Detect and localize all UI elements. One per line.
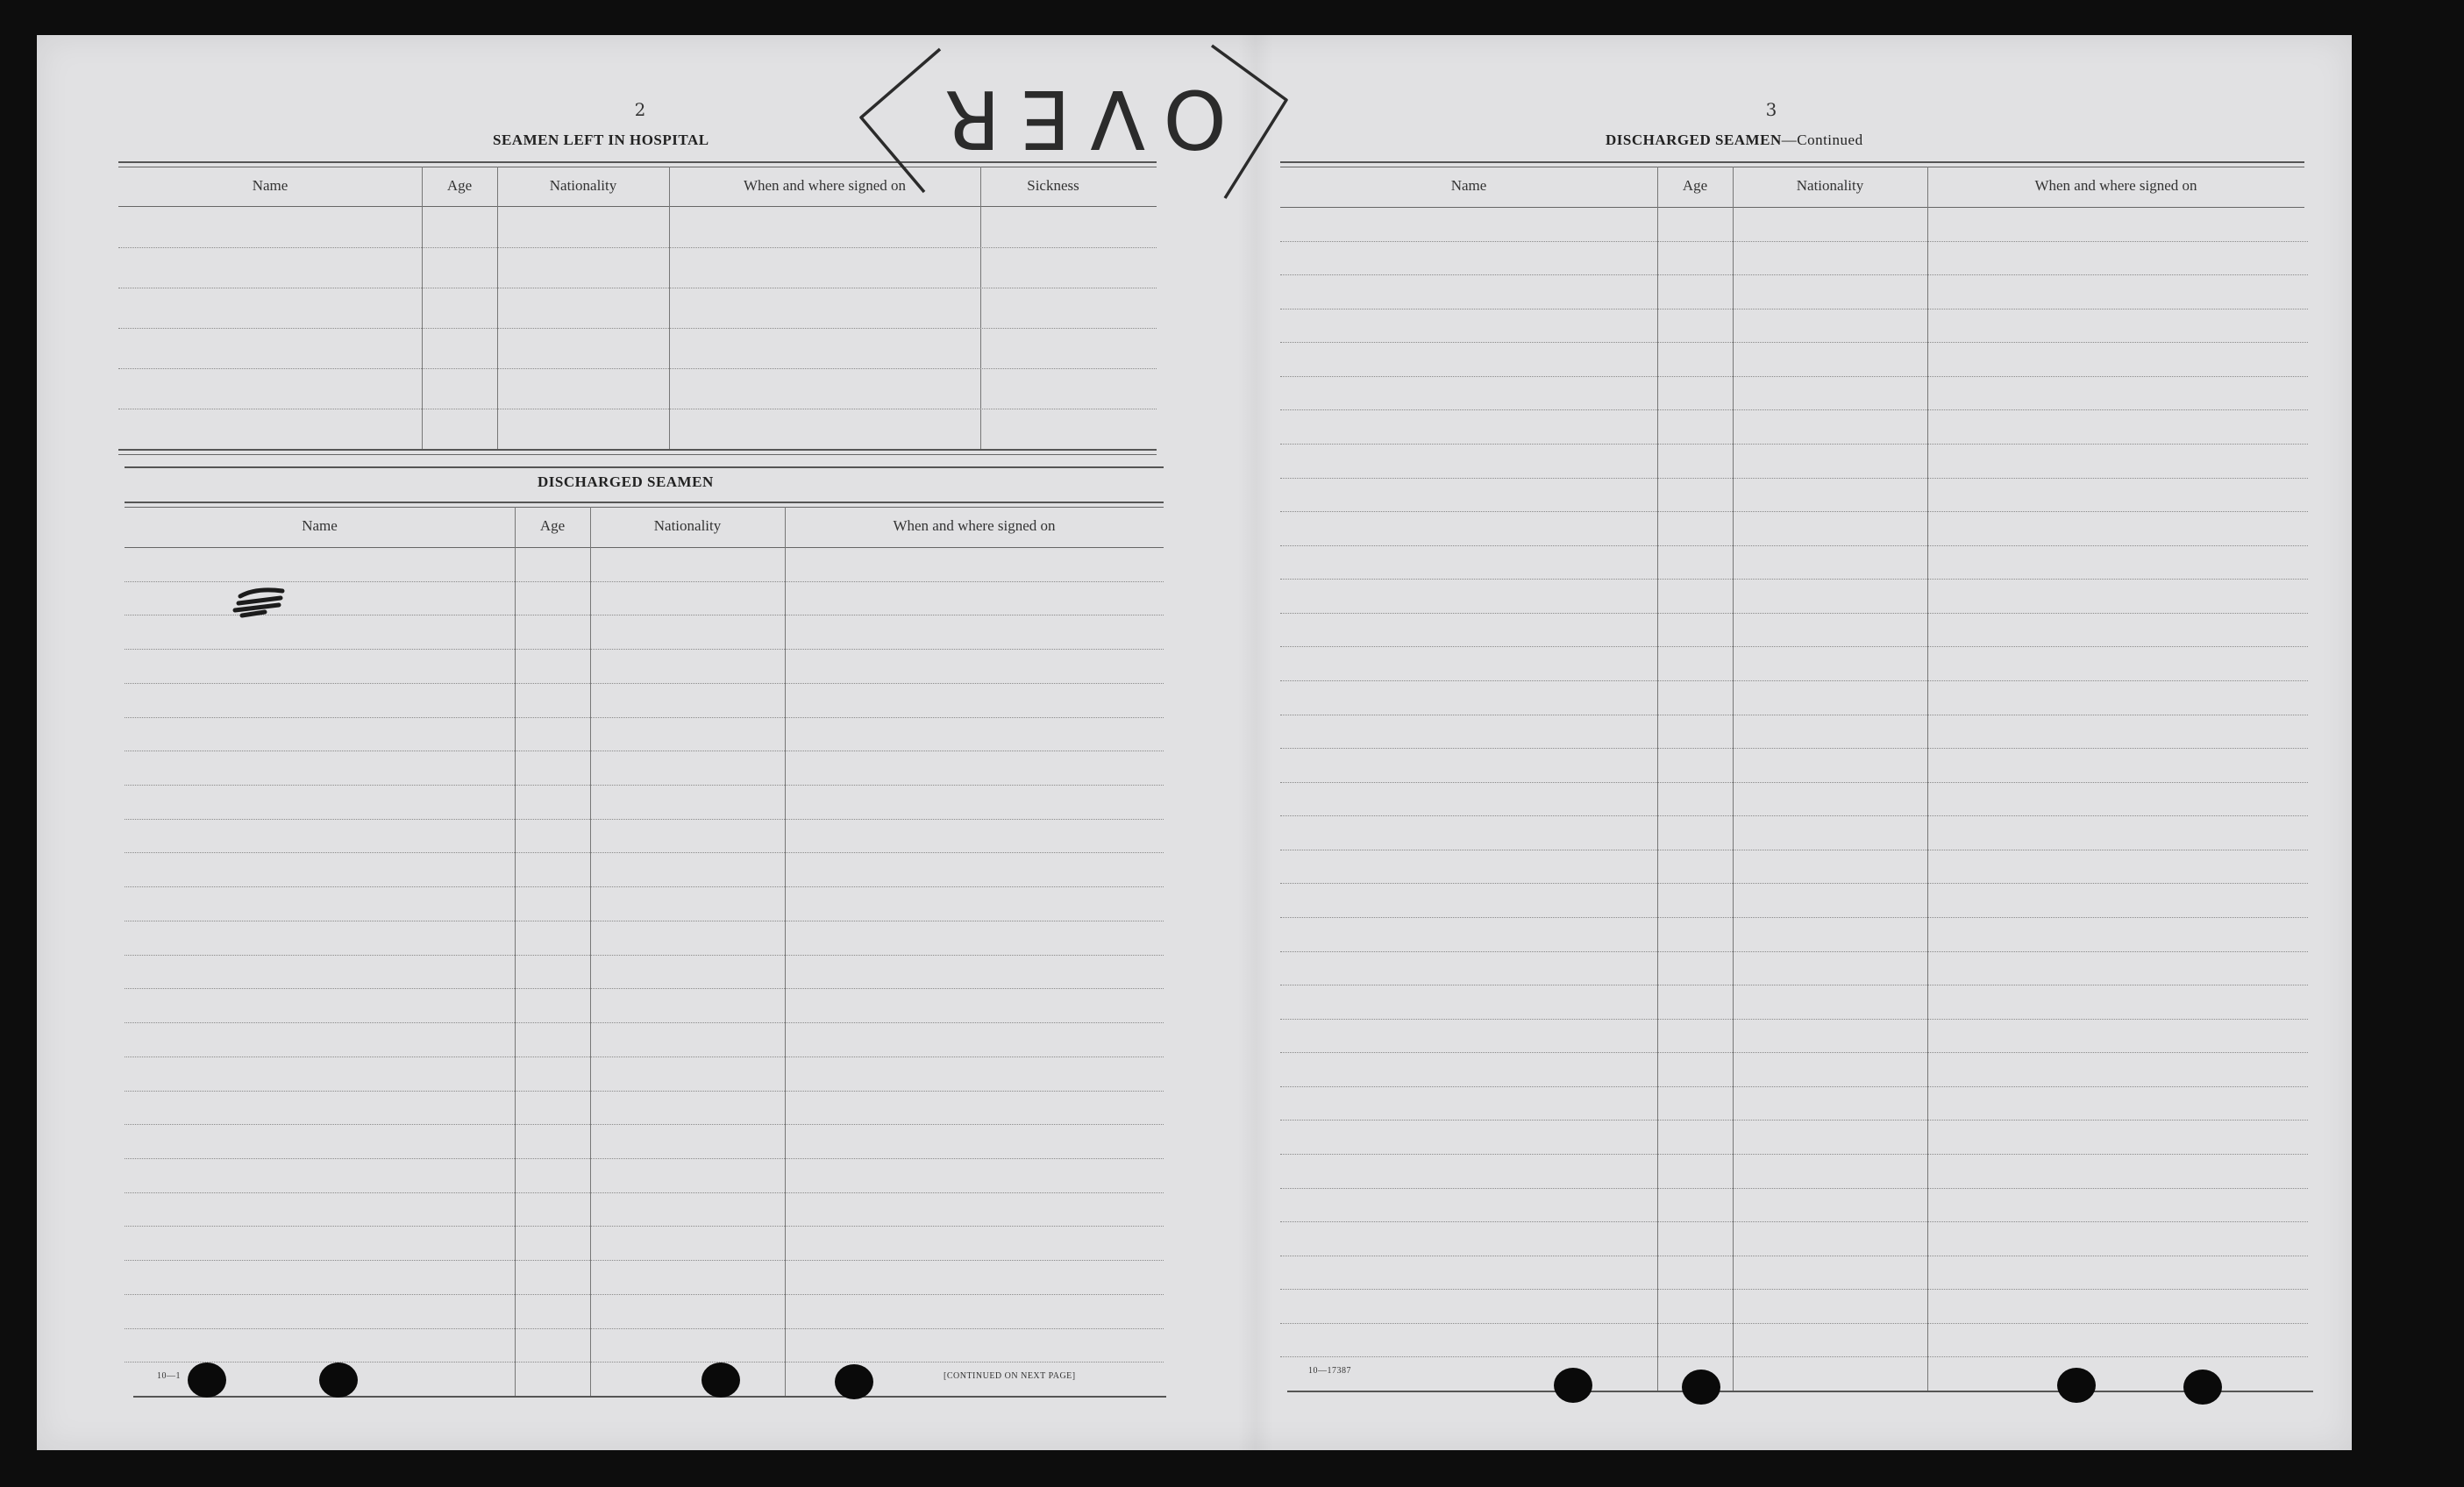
ruled-row-line (1280, 478, 2308, 479)
ruled-row-line (1280, 444, 2308, 445)
discharged-vline-2 (590, 507, 591, 1396)
punch-hole (835, 1364, 873, 1399)
right-vline-2 (1733, 167, 1734, 1391)
ruled-row-line (1280, 951, 2308, 952)
ink-scribble (230, 579, 291, 623)
discharged-col-name: Name (302, 517, 338, 534)
ruled-row-line (1280, 680, 2308, 681)
right-vline-1 (1657, 167, 1658, 1391)
punch-hole (2057, 1368, 2096, 1403)
ruled-row-line (118, 247, 1157, 248)
discharged-title-rule-inner (125, 507, 1164, 508)
punch-hole (1682, 1370, 1720, 1405)
punch-hole (188, 1362, 226, 1398)
ruled-row-line (125, 852, 1164, 853)
right-page-number: 3 (1765, 99, 1777, 120)
ruled-row-line (1280, 613, 2308, 614)
ruled-row-line (1280, 409, 2308, 410)
punch-hole (2183, 1370, 2222, 1405)
right-col-nationality: Nationality (1796, 177, 1864, 194)
ruled-row-line (125, 1158, 1164, 1159)
ruled-row-line (125, 886, 1164, 887)
ruled-row-line (1280, 1188, 2308, 1189)
punch-hole (1554, 1368, 1592, 1403)
hospital-vline-1 (422, 167, 423, 449)
right-form-number: 10—17387 (1308, 1366, 1351, 1376)
punch-hole (319, 1362, 358, 1398)
discharged-col-age: Age (539, 517, 566, 534)
discharged-continued-title (1606, 132, 1863, 149)
ruled-row-line (1280, 1289, 2308, 1290)
discharged-header-rule (125, 547, 1164, 548)
discharged-bottom-rule (133, 1396, 1166, 1398)
hospital-header-rule (118, 206, 1157, 207)
hospital-col-age: Age (446, 177, 473, 194)
ruled-row-line (118, 328, 1157, 329)
discharged-top-rule (125, 466, 1164, 468)
discharged-col-nationality: Nationality (653, 517, 722, 534)
ruled-row-line (1280, 1120, 2308, 1121)
ruled-row-line (125, 1260, 1164, 1261)
ruled-row-line (125, 1124, 1164, 1125)
ruled-row-line (1280, 1019, 2308, 1020)
over-stamp-text: OVER (925, 72, 1227, 166)
discharged-section-title: DISCHARGED SEAMEN (538, 473, 714, 490)
right-col-signed-on: When and where signed on (2034, 177, 2197, 194)
center-fold (1238, 35, 1273, 1450)
discharged-col-signed-on: When and where signed on (893, 517, 1056, 534)
hospital-col-nationality: Nationality (549, 177, 617, 194)
left-page-number: 2 (634, 99, 646, 120)
ruled-row-line (1280, 545, 2308, 546)
ruled-row-line (1280, 815, 2308, 816)
discharged-title-rule (125, 502, 1164, 503)
ruled-row-line (1280, 748, 2308, 749)
right-top-rule (1280, 161, 2304, 163)
right-col-age: Age (1682, 177, 1708, 194)
document-sheet (37, 35, 2352, 1450)
ruled-row-line (125, 1022, 1164, 1023)
ruled-row-line (125, 819, 1164, 820)
right-bottom-rule (1287, 1391, 2313, 1392)
right-vline-3 (1927, 167, 1928, 1391)
ruled-row-line (125, 1328, 1164, 1329)
ruled-row-line (1280, 782, 2308, 783)
ruled-row-line (1280, 1052, 2308, 1053)
hospital-section-title: SEAMEN LEFT IN HOSPITAL (493, 132, 709, 148)
ruled-row-line (125, 1294, 1164, 1295)
discharged-vline-1 (515, 507, 516, 1396)
hospital-vline-4 (980, 167, 981, 449)
discharged-continued-suffix: —Continued (1781, 132, 1863, 148)
ruled-row-line (125, 1226, 1164, 1227)
ruled-row-line (125, 1192, 1164, 1193)
ruled-row-line (1280, 1356, 2308, 1357)
ruled-row-line (1280, 274, 2308, 275)
ruled-row-line (125, 683, 1164, 684)
hospital-col-sickness: Sickness (1027, 177, 1079, 194)
ruled-row-line (1280, 883, 2308, 884)
hospital-vline-3 (669, 167, 670, 449)
ruled-row-line (125, 988, 1164, 989)
right-col-name: Name (1450, 177, 1487, 194)
ruled-row-line (125, 1091, 1164, 1092)
ruled-row-line (1280, 1086, 2308, 1087)
ruled-row-line (125, 785, 1164, 786)
continued-note: [CONTINUED ON NEXT PAGE] (944, 1371, 1076, 1381)
hospital-bottom-rule (118, 449, 1157, 451)
right-header-rule (1280, 207, 2304, 208)
hospital-vline-2 (497, 167, 498, 449)
ruled-row-line (1280, 646, 2308, 647)
ruled-row-line (1280, 342, 2308, 343)
ruled-row-line (1280, 241, 2308, 242)
ruled-row-line (118, 368, 1157, 369)
ruled-row-line (1280, 1154, 2308, 1155)
punch-hole (701, 1362, 740, 1398)
hospital-col-signed-on: When and where signed on (743, 177, 907, 194)
ruled-row-line (1280, 579, 2308, 580)
ruled-row-line (1280, 511, 2308, 512)
ruled-row-line (1280, 917, 2308, 918)
ruled-row-line (1280, 1323, 2308, 1324)
over-stamp (844, 39, 1343, 205)
ruled-row-line (125, 955, 1164, 956)
ruled-row-line (1280, 1221, 2308, 1222)
discharged-continued-title-main: DISCHARGED SEAMEN (1606, 132, 1782, 148)
discharged-vline-3 (785, 507, 786, 1396)
ruled-row-line (125, 649, 1164, 650)
ruled-row-line (125, 717, 1164, 718)
hospital-col-name: Name (252, 177, 288, 194)
ruled-row-line (1280, 376, 2308, 377)
hospital-bottom-rule-inner (118, 454, 1157, 455)
left-form-number: 10—1 (157, 1371, 181, 1381)
